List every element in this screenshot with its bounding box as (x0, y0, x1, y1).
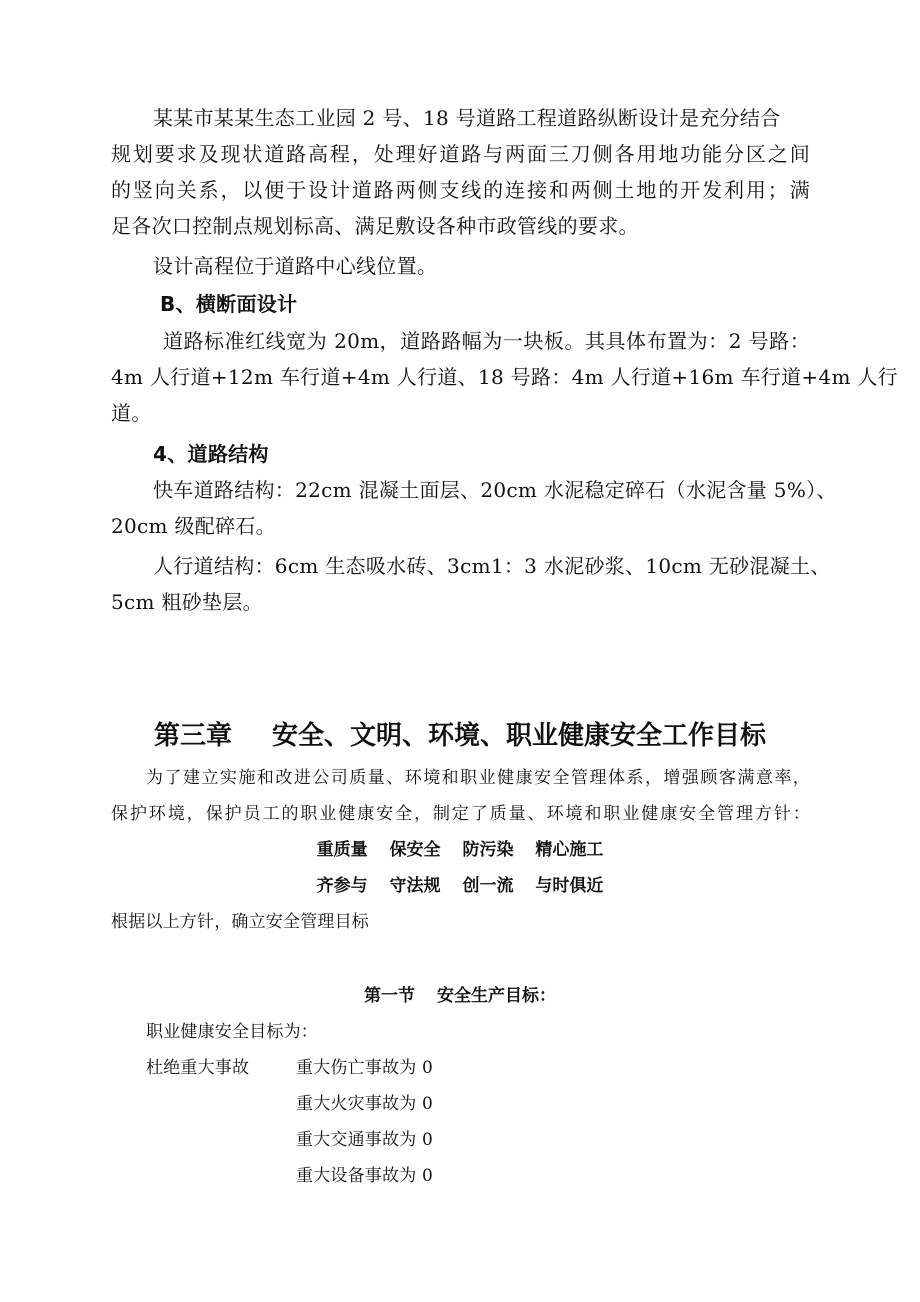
policy-item: 与时俱近 (535, 876, 604, 896)
section-title: 安全生产目标： (437, 986, 556, 1006)
para3-line-1: 道路标准红线宽为 20m，道路路幅为一块板。其具体布置为：2 号路： (163, 329, 810, 353)
policy-item: 守法规 (389, 876, 441, 896)
goal-item: 重大伤亡事故为 0 (296, 1058, 434, 1078)
intro-line-2: 保护环境，保护员工的职业健康安全，制定了质量、环境和职业健康安全管理方针： (111, 804, 810, 824)
policy-item: 重质量 (316, 840, 368, 860)
policy-item: 防污染 (462, 840, 514, 860)
para4-line-2: 20cm 级配碎石。 (111, 514, 276, 538)
heading-road-structure: 4、道路结构 (153, 442, 269, 466)
section-heading (0, 980, 920, 1012)
goals-intro: 职业健康安全目标为： (146, 1022, 318, 1042)
goals-label: 杜绝重大事故 (146, 1058, 250, 1078)
para1-line-4: 足各次口控制点规划标高、满足敷设各种市政管线的要求。 (111, 214, 639, 238)
section-number: 第一节 (364, 986, 415, 1006)
intro-line-1: 为了建立实施和改进公司质量、环境和职业健康安全管理体系，增强顾客满意率， (146, 768, 810, 788)
goal-item: 重大火灾事故为 0 (296, 1094, 434, 1114)
policy-item: 创一流 (462, 876, 514, 896)
para3-line-2: 4m 人行道+12m 车行道+4m 人行道、18 号路：4m 人行道+16m 车行道+4m 人行 (111, 365, 898, 389)
goal-item: 重大交通事故为 0 (296, 1130, 434, 1150)
para5-line-1: 人行道结构：6cm 生态吸水砖、3cm1：3 水泥砂浆、10cm 无砂混凝土、 (153, 554, 831, 578)
heading-cross-section: B、横断面设计 (160, 292, 298, 316)
chapter-title: 安全、文明、环境、职业健康安全工作目标 (272, 721, 767, 751)
para4-line-1: 快车道路结构：22cm 混凝土面层、20cm 水泥稳定碎石（水泥含量 5%）、 (153, 478, 837, 502)
conclusion-text: 根据以上方针，确立安全管理目标 (111, 912, 369, 932)
policy-item: 精心施工 (535, 840, 604, 860)
chapter-number: 第三章 (153, 721, 232, 751)
para1-line-1: 某某市某某生态工业园 2 号、18 号道路工程道路纵断设计是充分结合 (153, 106, 781, 130)
policy-item: 齐参与 (316, 876, 368, 896)
chapter-heading (0, 718, 920, 754)
policy-row-1 (0, 834, 920, 866)
policy-item: 保安全 (389, 840, 441, 860)
goal-item: 重大设备事故为 0 (296, 1166, 434, 1186)
para1-line-3: 的竖向关系，以便于设计道路两侧支线的连接和两侧土地的开发利用；满 (111, 178, 810, 202)
para3-line-3: 道。 (111, 401, 152, 425)
para2: 设计高程位于道路中心线位置。 (153, 254, 438, 278)
para1-line-2: 规划要求及现状道路高程，处理好道路与两面三刀侧各用地功能分区之间 (111, 142, 810, 166)
policy-row-2 (0, 870, 920, 902)
para5-line-2: 5cm 粗砂垫层。 (111, 590, 263, 614)
